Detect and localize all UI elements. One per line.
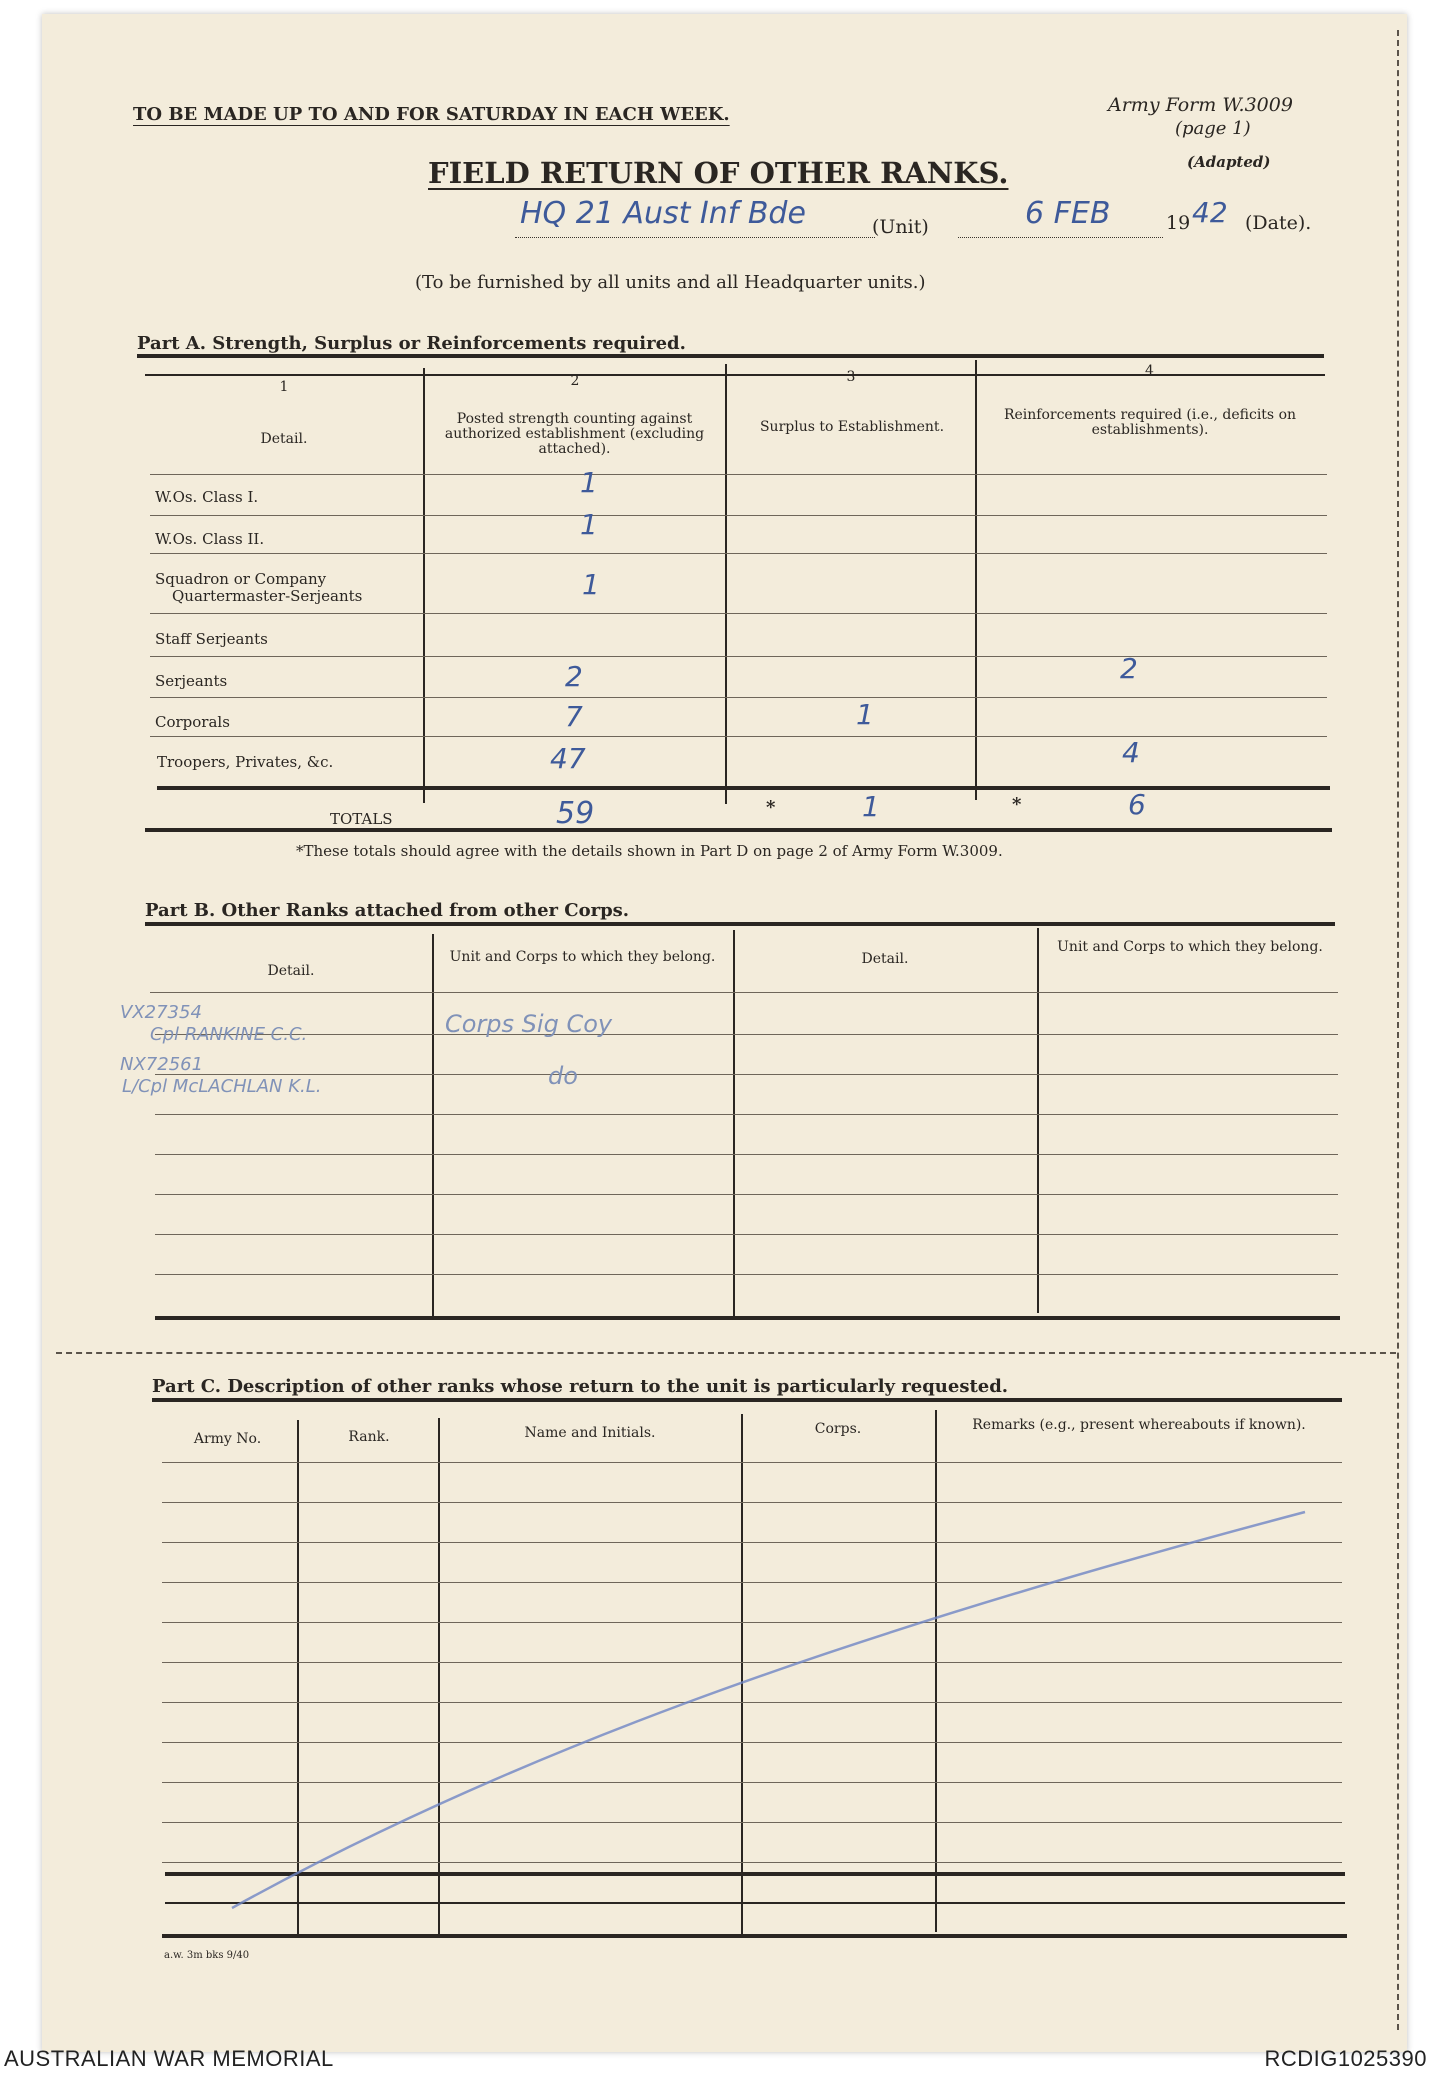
part-c-title: Part C. Description of other ranks whose return to the unit is particularly requested.: [152, 1376, 1009, 1397]
part-b-entry-1-number: VX27354: [120, 1002, 202, 1023]
part-a-col1-number: 1: [279, 379, 289, 395]
print-code: a.w. 3m bks 9/40: [164, 1950, 250, 1961]
part-c-col-rank: Rank.: [348, 1429, 390, 1445]
row-label-corporals: Corporals: [155, 713, 230, 731]
row-label-wo-class-2: W.Os. Class II.: [155, 530, 265, 548]
posted-total: 59: [556, 796, 595, 831]
reinf-serjeants: 2: [1120, 652, 1138, 685]
year-handwriting: 42: [1192, 196, 1228, 229]
part-a-footnote: *These totals should agree with the details shown in Part D on page 2 of Army Form W.3009.: [296, 842, 1003, 860]
totals-label: TOTALS: [330, 810, 393, 828]
part-b-title: Part B. Other Ranks attached from other Corps.: [145, 900, 630, 921]
part-a-col4-number: 4: [1145, 363, 1154, 379]
part-b-entry-2-number: NX72561: [120, 1054, 204, 1075]
row-label-cqms-1: Squadron or Company: [155, 570, 327, 588]
form-title: FIELD RETURN OF OTHER RANKS.: [428, 156, 1009, 190]
part-a-col3-header: Surplus to Establishment.: [759, 419, 945, 435]
part-b-entry-2-corps: do: [548, 1062, 578, 1090]
part-a-col2-header: Posted strength counting against authorized establishment (excluding attached).: [444, 411, 705, 457]
part-b-entry-2-name: L/Cpl McLACHLAN K.L.: [122, 1076, 322, 1097]
posted-wo2: 1: [580, 508, 598, 541]
date-handwriting: 6 FEB: [1025, 196, 1111, 231]
reinf-total-asterisk: *: [1012, 794, 1022, 815]
form-number: Army Form W.3009: [1108, 94, 1293, 116]
unit-handwriting: HQ 21 Aust Inf Bde: [520, 196, 806, 231]
part-c-col-army-no: Army No.: [193, 1431, 262, 1447]
part-a-col3-number: 3: [846, 369, 856, 385]
row-label-wo-class-1: W.Os. Class I.: [155, 488, 259, 506]
part-b-col4-header: Unit and Corps to which they belong.: [1057, 939, 1323, 955]
posted-serjeants: 2: [565, 660, 583, 693]
posted-cqms: 1: [582, 568, 600, 601]
row-label-cqms-2: Quartermaster-Serjeants: [172, 587, 363, 605]
footer-source: AUSTRALIAN WAR MEMORIAL: [4, 2046, 334, 2071]
part-b-entry-1-corps: Corps Sig Coy: [445, 1010, 613, 1038]
row-label-serjeants: Serjeants: [155, 672, 228, 690]
row-label-staff-serjeants: Staff Serjeants: [155, 630, 268, 648]
row-label-troopers: Troopers, Privates, &c.: [157, 753, 334, 771]
part-b-col1-header: Detail.: [267, 963, 315, 979]
part-a-col1-header: Detail.: [260, 431, 308, 447]
reinf-troopers: 4: [1122, 736, 1140, 769]
footer-id: RCDIG1025390: [1264, 2046, 1427, 2071]
part-c-col-name: Name and Initials.: [524, 1425, 656, 1441]
weekly-instruction: TO BE MADE UP TO AND FOR SATURDAY IN EACH WEEK.: [133, 104, 730, 125]
reinf-total: 6: [1128, 788, 1146, 821]
posted-wo1: 1: [580, 466, 598, 499]
surplus-corporals: 1: [856, 698, 874, 731]
posted-corporals: 7: [565, 700, 583, 733]
part-b-entry-1-name: Cpl RANKINE C.C.: [150, 1024, 308, 1045]
part-a-col2-number: 2: [570, 373, 580, 389]
part-a-title: Part A. Strength, Surplus or Reinforcements required.: [137, 333, 686, 354]
date-label: (Date).: [1245, 212, 1312, 234]
surplus-total-asterisk: *: [766, 797, 776, 818]
year-label: 19: [1166, 212, 1191, 234]
unit-label: (Unit): [872, 216, 929, 238]
posted-troopers: 47: [550, 742, 586, 775]
part-c-col-remarks: Remarks (e.g., present whereabouts if known).: [972, 1417, 1306, 1433]
part-c-col-corps: Corps.: [814, 1421, 862, 1437]
part-b-col2-header: Unit and Corps to which they belong.: [449, 949, 716, 965]
part-a-col4-header: Reinforcements required (i.e., deficits on establishments).: [1003, 407, 1297, 438]
form-page: (page 1): [1175, 118, 1251, 139]
furnished-note: (To be furnished by all units and all Headquarter units.): [415, 272, 926, 293]
form-adapted: (Adapted): [1187, 153, 1271, 171]
surplus-total: 1: [862, 790, 880, 823]
part-b-col3-header: Detail.: [861, 951, 909, 967]
